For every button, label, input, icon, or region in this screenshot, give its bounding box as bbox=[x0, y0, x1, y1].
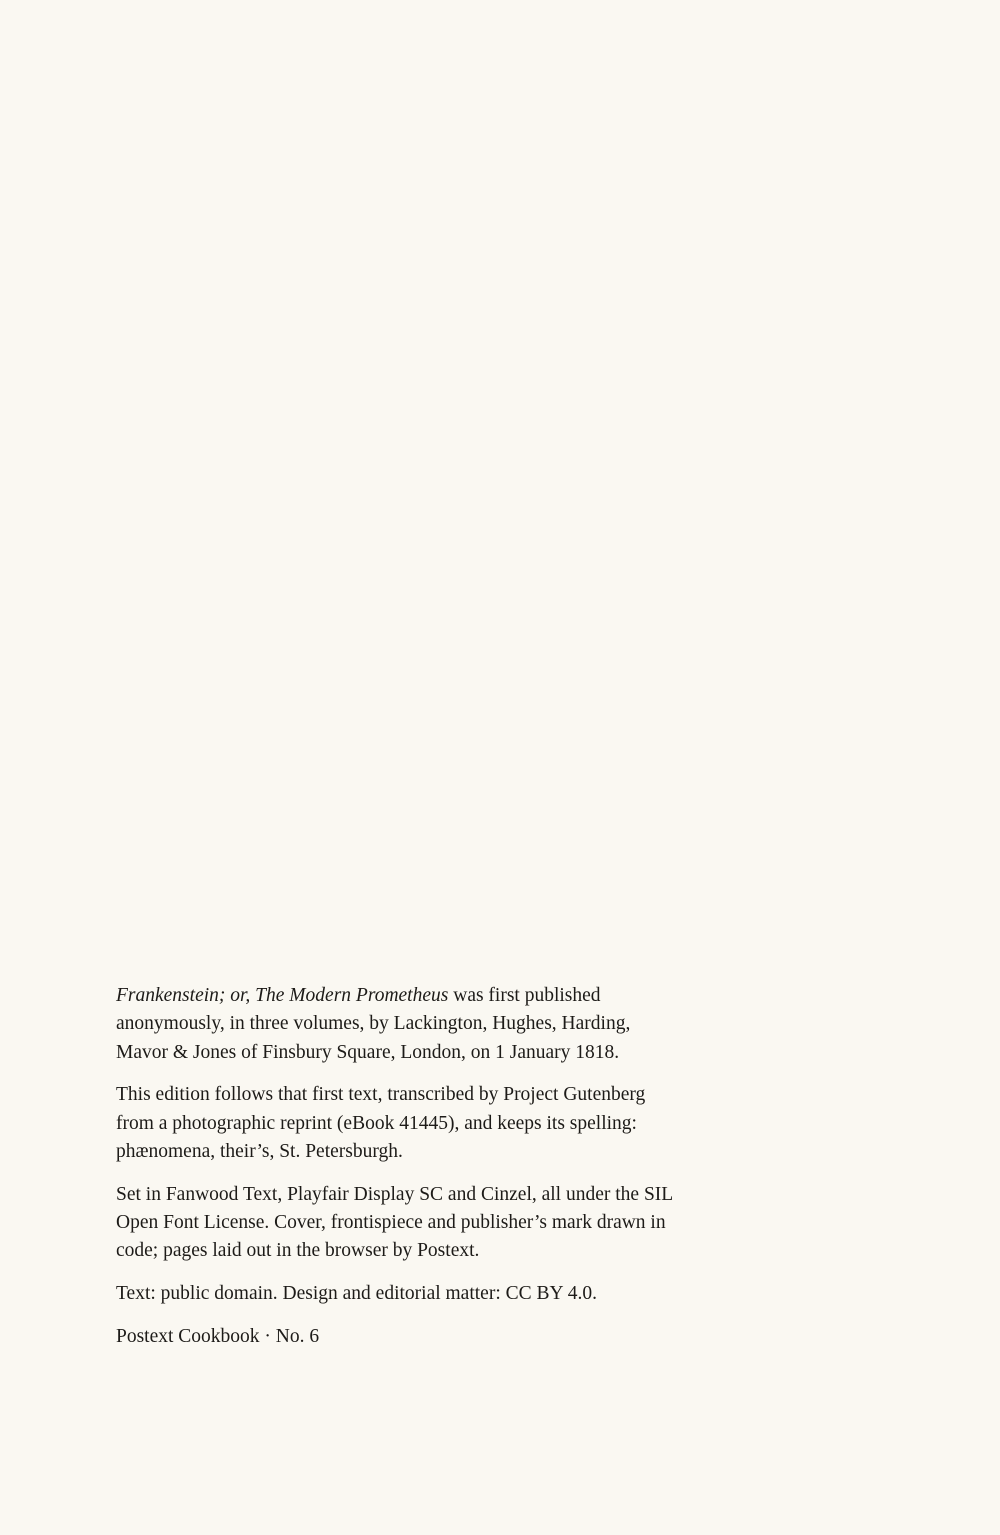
book-title: Frankenstein; or, The Modern Prometheus bbox=[116, 985, 449, 1006]
series-note: Postext Cookbook · No. 6 bbox=[116, 1325, 320, 1347]
publication-text: was first published anonymously, in three volumes, by Lackington, Hughes, Harding, Mavor & Jones of Finsbury Square, London, on 1 January 1818. bbox=[116, 985, 631, 1063]
edition-note: This edition follows that first text, transcribed by Project Gutenberg from a photographic reprint (eBook 41445), and keeps its spelling: phænomena, their’s, St. Petersburgh. bbox=[116, 1084, 646, 1162]
colophon bbox=[116, 982, 676, 1366]
license-note: Text: public domain. Design and editorial matter: CC BY 4.0. bbox=[116, 1283, 597, 1305]
typography-note: Set in Fanwood Text, Playfair Display SC and Cinzel, all under the SIL Open Font License. Cover, frontispiece and publisher’s mark drawn in code; pages laid out in the browser by Postext. bbox=[116, 1183, 673, 1262]
publication-note bbox=[116, 982, 676, 1067]
